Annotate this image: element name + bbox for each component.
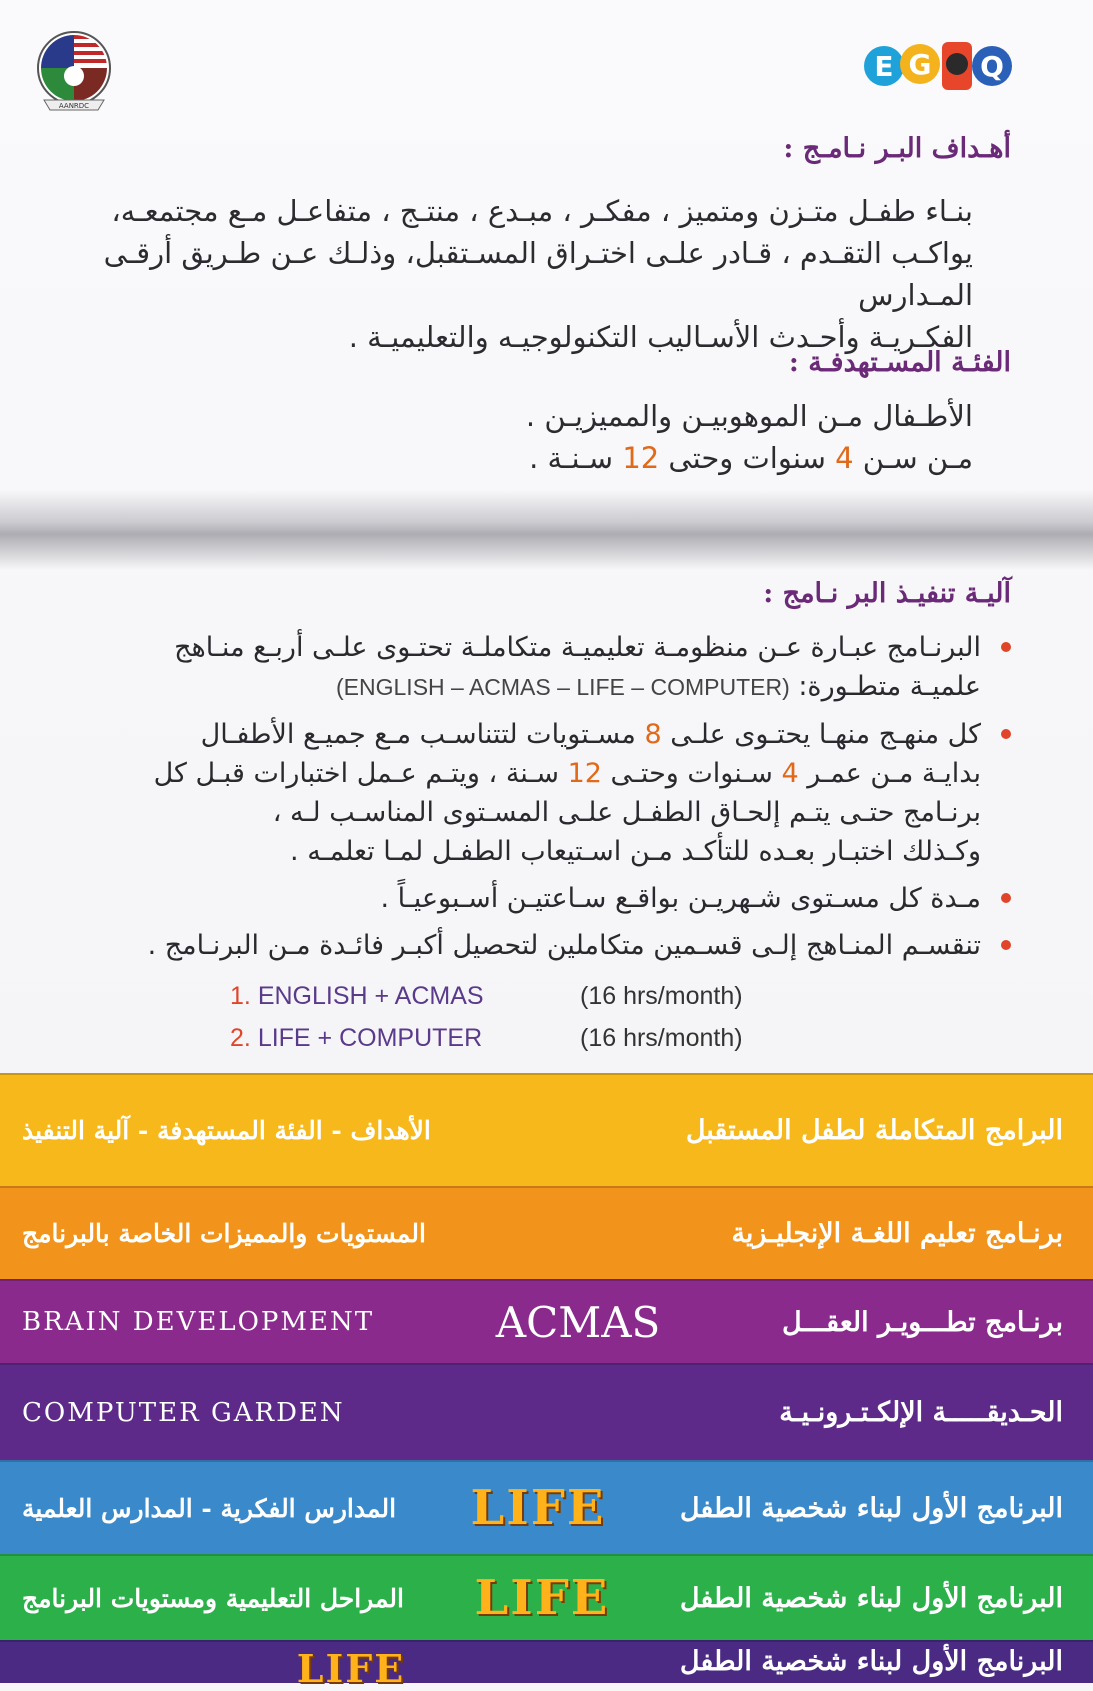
goals-paragraph [53,190,973,358]
bullet-dot [1001,642,1011,652]
age-to: 12 [567,758,602,789]
band-6-title: البرنامج الأول لبناء شخصية الطفل [679,1582,1063,1614]
bullet-dot [1001,893,1011,903]
target-text-b: سنوات وحتى [659,441,836,475]
life-logo-text: LIFE [470,1480,606,1536]
band-life-stages [0,1554,1093,1640]
bullet-4 [55,926,1015,965]
goals-line-3: الفكـريـة وأحـدث الأسـاليب التكنولوجيـه والتعليميـة . [348,320,973,354]
aanrdc-logo [30,28,118,116]
paper-fold-shadow [0,490,1093,570]
mechanism-heading: آليـة تنفيـذ البر نـامج : [763,578,1011,609]
bullet-1-line-1: البرنـامج عبـارة عـن منظومـة تعليميـة متكاملـة تحتـوى علـى أربـع منـاهج [174,632,981,663]
svg-text:G: G [908,48,932,81]
target-age-from: 4 [835,441,854,475]
band-life-partial [0,1640,1093,1691]
target-line-2 [273,437,973,479]
band-4-subtitle: COMPUTER GARDEN [22,1397,345,1428]
bullet-2-text-e: سـنة ، ويتـم عـمل اختبارات قبـل كل [153,758,568,789]
goals-line-1: بنـاء طفـل متـزن ومتميز ، مفكـر ، مبـدع ، منتـج ، متفاعـل مـع مجتمعـه، [111,194,973,228]
life-logo-text: LIFE [296,1646,406,1691]
bullet-2-text-c: بدايـة مـن عمـر [798,758,981,789]
program-hours-list [230,982,743,1066]
band-2-subtitle: المستويات والمميزات الخاصة بالبرنامج [22,1219,426,1248]
bullet-4-text: تنقسـم المنـاهج إلـى قسـمين متكاملين لتحصيل أكبـر فائـدة مـن البرنـامج . [147,930,981,961]
band-computer-garden [0,1363,1093,1460]
bullet-2-line-3: برنـامج حتـى يتـم إلحـاق الطفـل علـى المسـتوى المناسـب لـه ، [272,797,981,828]
svg-text:Q: Q [980,50,1004,83]
program-hours: (16 hrs/month) [580,982,743,1010]
program-number: 1. [230,982,251,1010]
band-life-schools [0,1460,1093,1554]
band-2-title: برنـامج تعليم اللغـة الإنجليـزية [731,1218,1063,1249]
bullet-2-line-1 [55,715,981,754]
bullet-2-text-d: سـنوات وحتـى [601,758,782,789]
band-1-subtitle: الأهداف - الفئة المستهدفة - آلية التنفيذ [22,1116,431,1145]
bullet-1 [55,628,1015,707]
band-3-subtitle: BRAIN DEVELOPMENT [22,1307,375,1337]
life-logo-text: LIFE [474,1570,610,1626]
bullet-2-text-b: مسـتويات لتتناسـب مـع جميـع الأطفـال [200,719,645,750]
bullet-2 [55,715,1015,871]
program-hours: (16 hrs/month) [580,1024,743,1052]
target-line-1: الأطـفال مـن الموهوبيـن والمميزيـن . [525,399,973,433]
band-5-title: البرنامج الأول لبناء شخصية الطفل [679,1492,1063,1524]
logo-caption: AANRDC [58,102,90,110]
band-3-title: برنـامج تطـــويـر العقـــل [781,1306,1063,1338]
svg-text:E: E [874,50,894,83]
program-name: LIFE + COMPUTER [257,1024,483,1052]
target-text-a: مـن سـن [853,441,973,475]
bullet-2-text-a: كل منهـج منهـا يحتـوى علـى [661,719,981,750]
curricula-list: (ENGLISH – ACMAS – LIFE – COMPUTER) [336,674,790,700]
bullet-1-text: علميـة متطـورة: [798,671,981,702]
band-7-title: البرنامج الأول لبناء شخصية الطفل [679,1646,1063,1677]
egiq-logo [862,24,1022,104]
target-age-to: 12 [622,441,660,475]
band-4-title: الحـديقـــــة الإلكـتـرونـيـة [779,1397,1063,1428]
bullet-dot [1001,940,1011,950]
levels-count: 8 [644,719,662,750]
program-row [230,982,743,1024]
bullet-3-text: مـدة كل مسـتوى شـهريـن بواقـع سـاعتيـن أسـبوعيـاً . [380,883,981,914]
program-row [230,1024,743,1066]
bullet-3 [55,879,1015,918]
band-integrated-programs [0,1073,1093,1186]
program-name: ENGLISH + ACMAS [257,982,484,1010]
bullet-2-line-4: وكـذلك اختبـار بعـده للتأكـد مـن اسـتيعاب الطفـل لمـا تعلمـه . [290,836,981,867]
program-number: 2. [230,1024,251,1052]
goals-line-2: يواكـب التقـدم ، قـادر علـى اختـراق المسـتقبل، وذلـك عـن طـريق أرقـى المـدارس [103,236,973,312]
target-text-c: سـنـة . [529,441,623,475]
band-brain-development [0,1279,1093,1363]
goals-heading: أهـداف البـر نـامـج : [783,133,1011,164]
band-5-subtitle: المدارس الفكرية - المدارس العلمية [22,1493,397,1523]
target-heading: الفئـة المسـتهدفـة : [788,347,1011,378]
mechanism-bullets [55,628,1015,973]
age-from: 4 [781,758,799,789]
acmas-logo-text: ACMAS [495,1297,661,1347]
bullet-2-line-2 [55,754,981,793]
band-1-title: البرامج المتكاملة لطفل المستقبل [685,1115,1063,1146]
target-paragraph [273,395,973,479]
bullet-dot [1001,729,1011,739]
band-english-program [0,1186,1093,1279]
band-6-subtitle: المراحل التعليمية ومستويات البرنامج [22,1583,404,1613]
bullet-1-line-2 [55,667,981,707]
